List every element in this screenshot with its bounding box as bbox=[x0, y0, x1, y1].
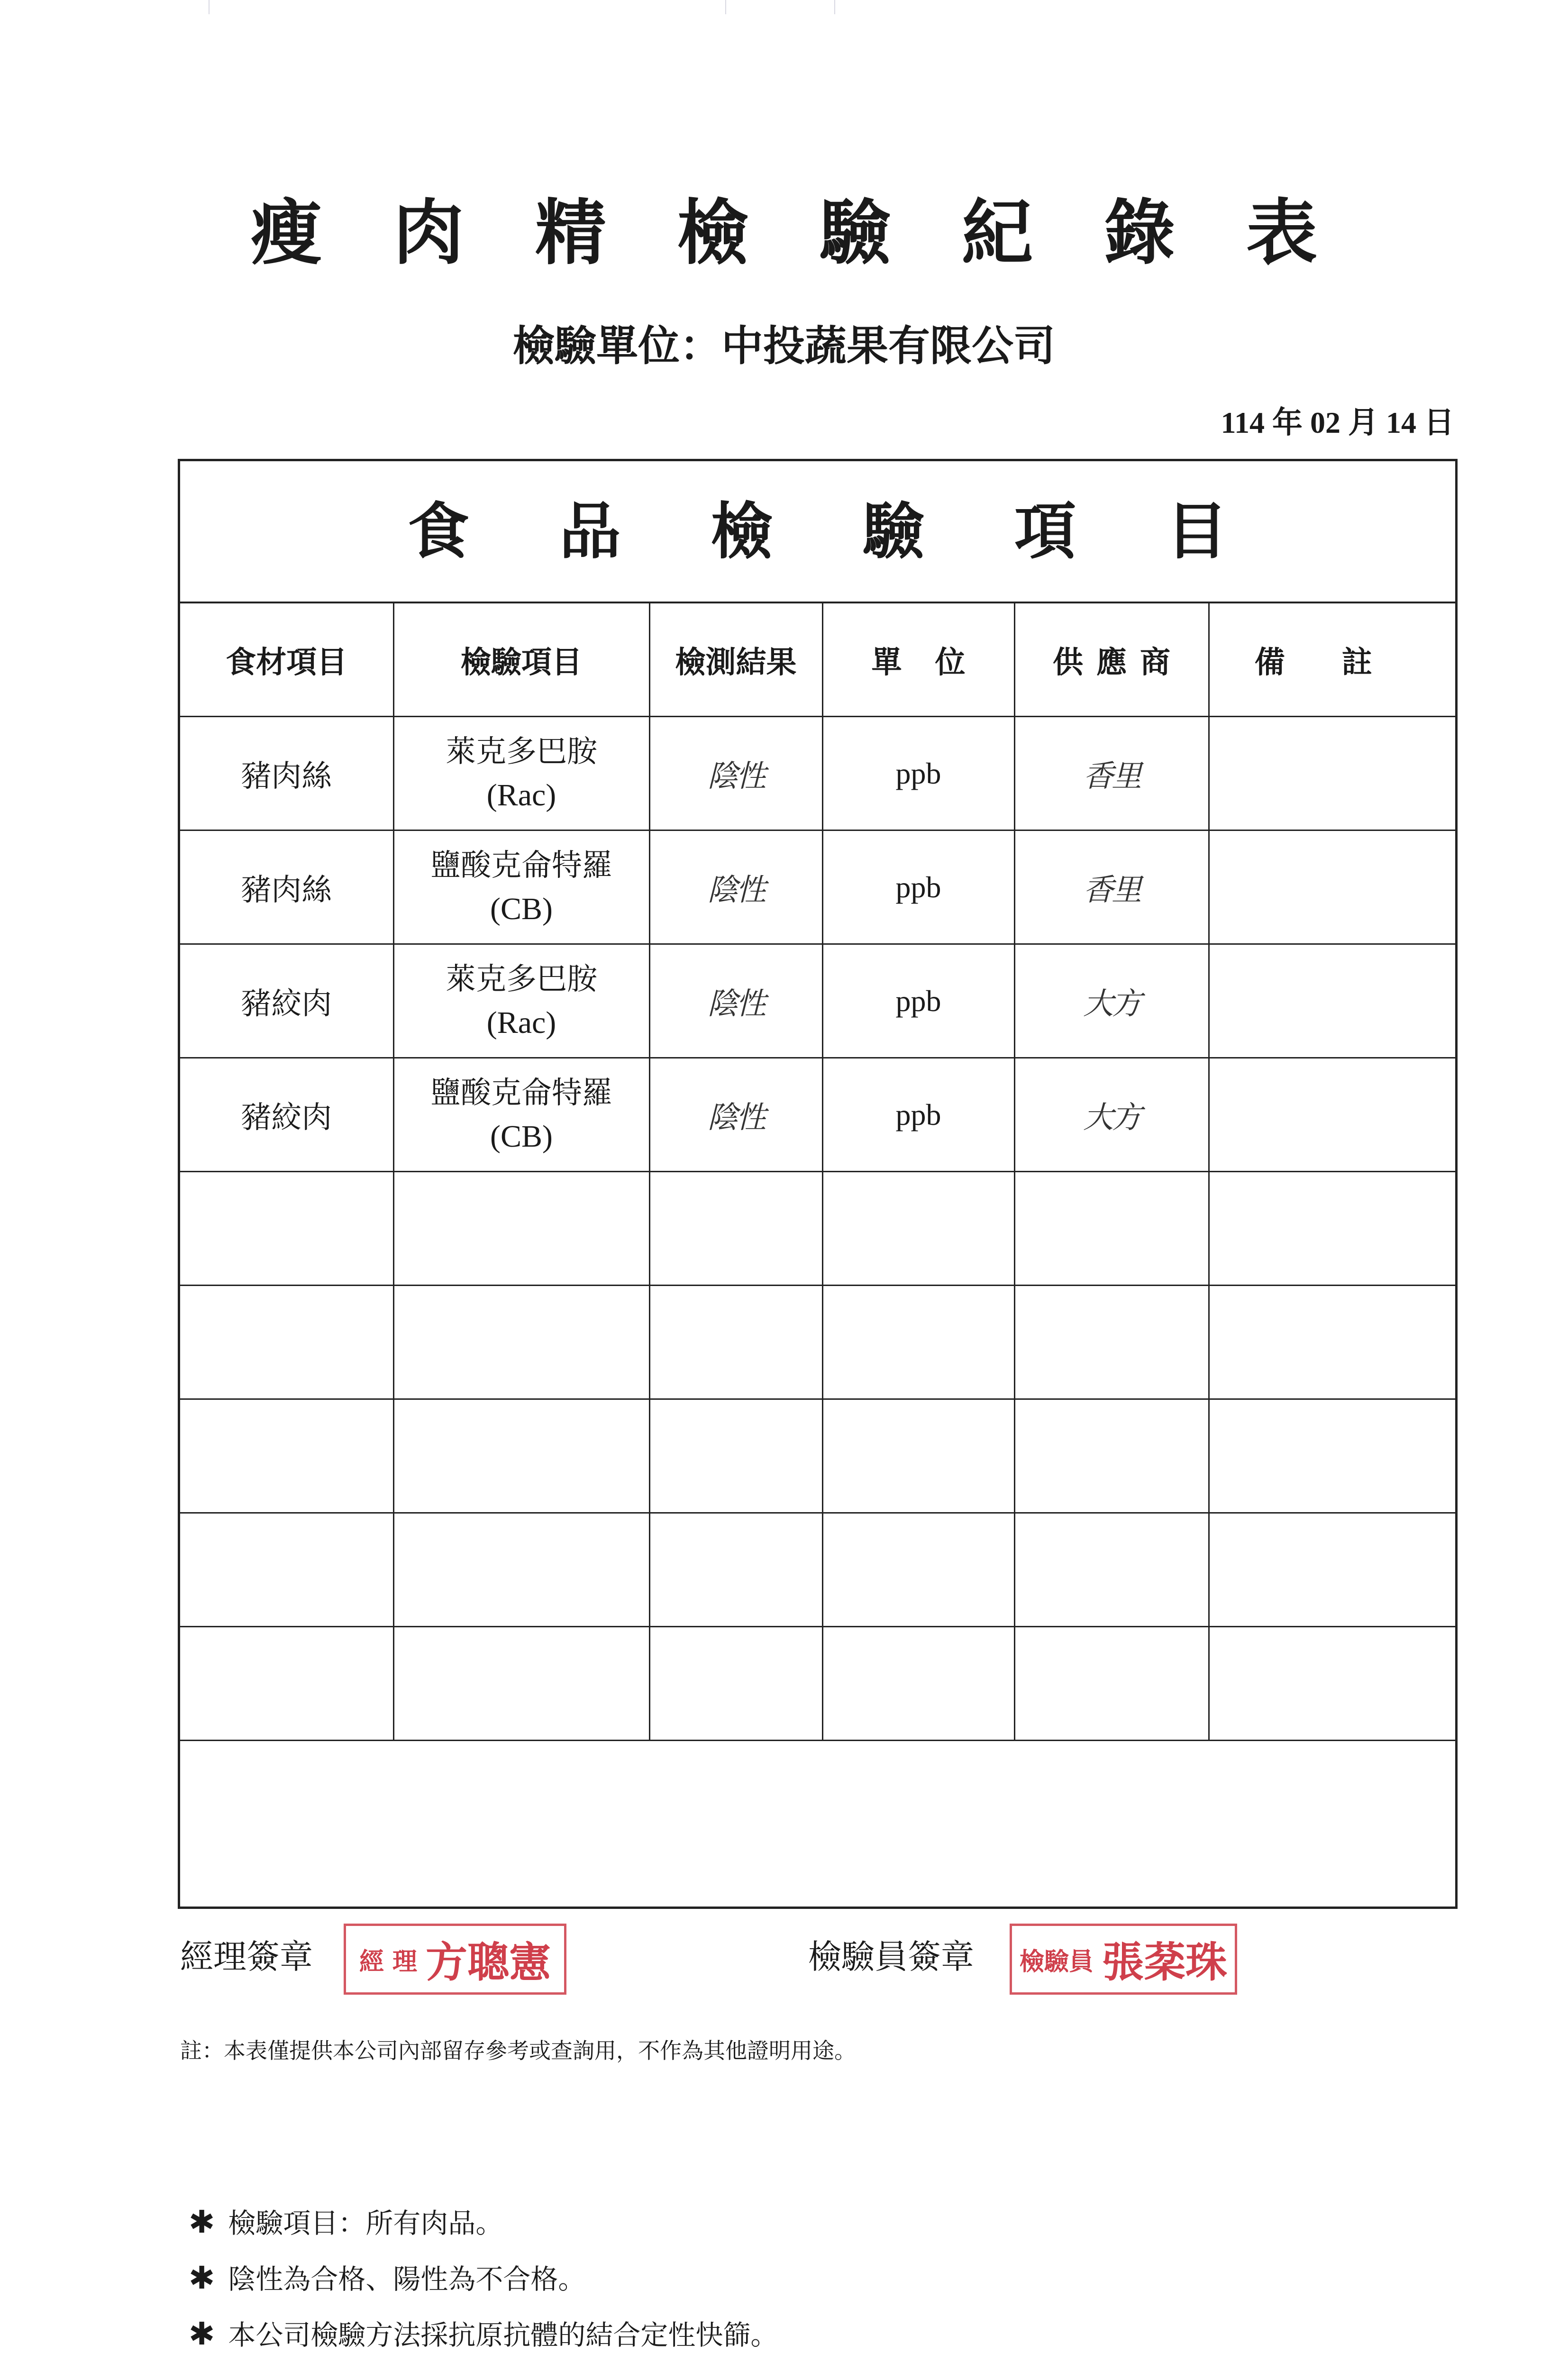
table-row bbox=[180, 717, 1455, 830]
asterisk-icon: ✱ bbox=[189, 2316, 215, 2352]
header-ingredient: 食材項目 bbox=[180, 603, 393, 717]
header-remark: 備註 bbox=[1209, 603, 1455, 717]
cell-supplier: 大方 bbox=[1014, 1058, 1209, 1172]
cell-supplier: 大方 bbox=[1014, 944, 1209, 1058]
inspector-stamp bbox=[1010, 1924, 1237, 1995]
cell-supplier: 香里 bbox=[1014, 717, 1209, 830]
cell-remark bbox=[1209, 1058, 1455, 1172]
cell-ingredient: 豬肉絲 bbox=[180, 717, 393, 830]
test-item-code: (Rac) bbox=[486, 1005, 556, 1040]
empty-row bbox=[180, 1513, 1455, 1627]
cell-result: 陰性 bbox=[649, 944, 822, 1058]
cell-test-item bbox=[393, 1058, 649, 1172]
document-title: 瘦肉精檢驗紀錄表 bbox=[250, 191, 1388, 274]
table-row bbox=[180, 944, 1455, 1058]
header-unit: 單位 bbox=[822, 603, 1014, 717]
cell-remark bbox=[1209, 830, 1455, 944]
note-item bbox=[180, 2306, 1455, 2362]
scan-mark bbox=[725, 0, 726, 14]
cell-result: 陰性 bbox=[649, 830, 822, 944]
empty-row bbox=[180, 1399, 1455, 1513]
table-row bbox=[180, 830, 1455, 944]
empty-row bbox=[180, 1627, 1455, 1741]
inspector-stamp-name: 張棻珠 bbox=[1102, 1937, 1228, 1987]
test-item-name: 鹽酸克侖特羅 bbox=[430, 848, 612, 883]
scan-mark bbox=[209, 0, 210, 14]
cell-test-item bbox=[393, 717, 649, 830]
notes-section bbox=[180, 2194, 1455, 2362]
empty-row bbox=[180, 1286, 1455, 1399]
inspector-stamp-title: 檢驗員 bbox=[1019, 1947, 1094, 1976]
cell-unit: ppb bbox=[822, 717, 1014, 830]
note-text: 陰性為合格、陽性為不合格。 bbox=[228, 2263, 586, 2295]
table-header-row bbox=[180, 603, 1455, 717]
note-item bbox=[180, 2250, 1455, 2306]
cell-result: 陰性 bbox=[649, 717, 822, 830]
header-supplier: 供應商 bbox=[1014, 603, 1209, 717]
cell-ingredient: 豬肉絲 bbox=[180, 830, 393, 944]
empty-row bbox=[180, 1172, 1455, 1286]
cell-ingredient: 豬絞肉 bbox=[180, 944, 393, 1058]
inspection-unit: 檢驗單位：中投蔬果有限公司 bbox=[512, 321, 1055, 370]
test-item-code: (Rac) bbox=[486, 777, 556, 812]
table-row bbox=[180, 1058, 1455, 1172]
section-title: 食品檢驗項目 bbox=[180, 461, 1455, 603]
manager-stamp bbox=[344, 1924, 566, 1995]
cell-supplier: 香里 bbox=[1014, 830, 1209, 944]
test-item-name: 鹽酸克侖特羅 bbox=[430, 1075, 612, 1111]
test-item-code: (CB) bbox=[490, 1119, 553, 1154]
cell-unit: ppb bbox=[822, 830, 1014, 944]
cell-test-item bbox=[393, 830, 649, 944]
header-result: 檢測結果 bbox=[649, 603, 822, 717]
cell-unit: ppb bbox=[822, 1058, 1014, 1172]
inspector-signature-label: 檢驗員簽章 bbox=[808, 1937, 974, 1976]
cell-result: 陰性 bbox=[649, 1058, 822, 1172]
footnote: 註：本表僅提供本公司內部留存參考或查詢用，不作為其他證明用途。 bbox=[180, 2038, 856, 2063]
asterisk-icon: ✱ bbox=[189, 2260, 215, 2296]
note-text: 本公司檢驗方法採抗原抗體的結合定性快篩。 bbox=[228, 2319, 778, 2351]
cell-remark bbox=[1209, 944, 1455, 1058]
test-item-name: 萊克多巴胺 bbox=[446, 734, 597, 769]
cell-unit: ppb bbox=[822, 944, 1014, 1058]
manager-stamp-title: 經 理 bbox=[359, 1947, 418, 1976]
cell-ingredient: 豬絞肉 bbox=[180, 1058, 393, 1172]
manager-signature-label: 經理簽章 bbox=[180, 1937, 313, 1976]
asterisk-icon: ✱ bbox=[189, 2204, 215, 2240]
scan-mark bbox=[834, 0, 835, 14]
manager-stamp-name: 方聰憲 bbox=[426, 1937, 551, 1987]
document-date: 114 年 02 月 14 日 bbox=[1221, 406, 1454, 439]
note-item bbox=[180, 2194, 1455, 2250]
header-test-item: 檢驗項目 bbox=[393, 603, 649, 717]
test-item-code: (CB) bbox=[490, 891, 553, 926]
inspection-table bbox=[180, 603, 1455, 1741]
cell-remark bbox=[1209, 717, 1455, 830]
note-text: 檢驗項目：所有肉品。 bbox=[228, 2207, 503, 2239]
cell-test-item bbox=[393, 944, 649, 1058]
test-item-name: 萊克多巴胺 bbox=[446, 961, 597, 997]
